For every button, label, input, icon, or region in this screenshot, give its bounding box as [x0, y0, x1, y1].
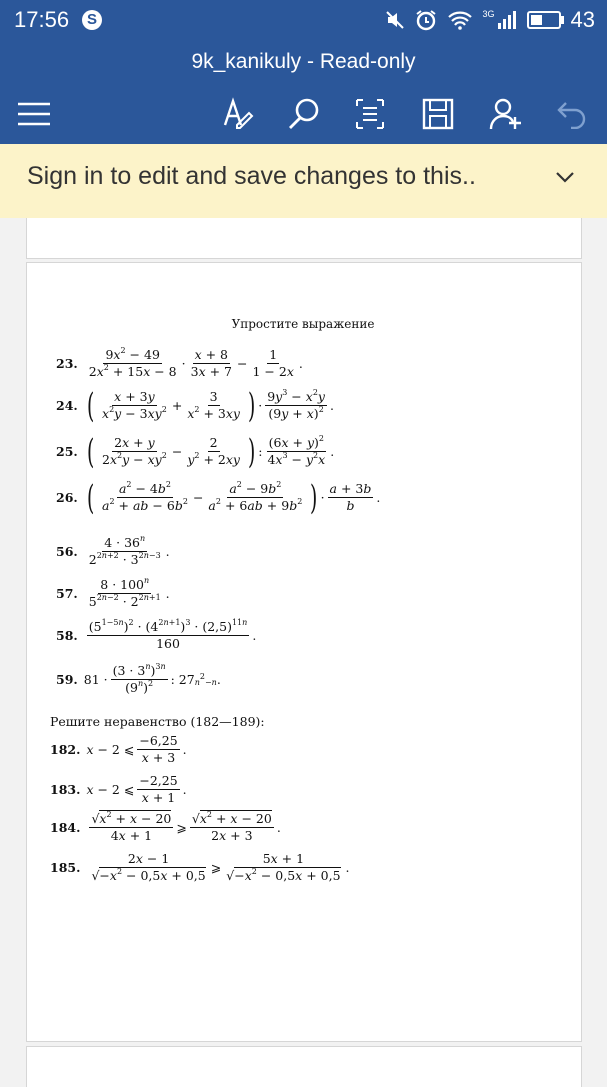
menu-icon[interactable]: [14, 94, 54, 134]
mute-icon: [385, 10, 405, 30]
sign-in-message: Sign in to edit and save changes to this..: [27, 162, 476, 190]
inequality-heading: Решите неравенство (182—189):: [50, 714, 265, 729]
network-type: 3G: [482, 9, 495, 19]
save-icon[interactable]: [418, 94, 458, 134]
section-heading: Упростите выражение: [231, 317, 375, 331]
problem-57: 57. $\frac{8 \cdot 100^n}{5^{2n-2} \cdot 2^{2n+1}}$ .: [56, 576, 170, 609]
share-person-add-icon[interactable]: [486, 94, 526, 134]
previous-page: [26, 218, 582, 259]
problem-59: 59. 81 · $\frac{(3 \cdot 3^n)^{3n}}{(9^n)^2}$ : 27 $n^2-n$ .: [56, 662, 221, 695]
problem-23: 23. $\frac{9x^2 - 49}{2x^2 + 15x - 8}$ · $\frac{x + 8}{3x + 7}$ − $\frac{1}{1 - 2x}$ .: [56, 346, 303, 379]
problem-number: 25.: [56, 444, 78, 459]
signal-icon: [497, 10, 517, 30]
status-icons: [385, 6, 596, 34]
battery-percent: 43: [570, 7, 595, 32]
problem-185: 185. $\frac{2x - 1}{√-x^2 - 0,5x + 0,5}$ ⩾ $\frac{5x + 1}{√-x^2 - 0,5x + 0,5}$ .: [50, 851, 350, 883]
next-page: [26, 1046, 582, 1087]
problem-number: 59.: [56, 672, 78, 687]
problem-number: 23.: [56, 356, 78, 371]
problem-number: 26.: [56, 490, 78, 505]
problem-number: 183.: [50, 782, 81, 797]
skype-notification-icon: S: [82, 10, 102, 30]
undo-icon[interactable]: [552, 94, 592, 134]
problem-183: 183. x − 2 ⩽ $\frac{-2,25}{x + 1}$ .: [50, 773, 187, 805]
chevron-down-icon[interactable]: [555, 170, 575, 189]
problem-number: 58.: [56, 628, 78, 643]
problem-24: 24. ( $\frac{x + 3y}{x^2y - 3xy^2}$ + $\frac{3}{x^2 + 3xy}$ ) · $\frac{9y^3 - x^2y}{(9y + x)^2}$ .: [56, 385, 334, 426]
problem-number: 24.: [56, 398, 78, 413]
problem-25: 25. ( $\frac{2x + y}{2x^2y - xy^2}$ − $\frac{2}{y^2 + 2xy}$ ) : $\frac{(6x + y)^2}{4x^3 - y^2x}$ .: [56, 431, 335, 472]
reading-view-icon[interactable]: [350, 94, 390, 134]
status-time: 17:56: [14, 7, 70, 32]
wifi-icon: [447, 10, 473, 30]
problem-184: 184. $\frac{√x^2 + x - 20}{4x + 1}$ ⩾ $\frac{√x^2 + x - 20}{2x + 3}$ .: [50, 810, 281, 843]
draw-pen-icon[interactable]: [218, 94, 258, 134]
problem-58: 58. $\frac{(5^{1-5n})^2 \cdot (4^{2n+1})^3 \cdot (2,5)^{11n}}{160}$ .: [56, 618, 257, 651]
problem-number: 185.: [50, 860, 81, 875]
problem-182: 182. x − 2 ⩽ $\frac{-6,25}{x + 3}$ .: [50, 733, 187, 765]
problem-number: 182.: [50, 742, 81, 757]
problem-26: 26. ( $\frac{a^2 - 4b^2}{a^2 + ab - 6b^2}$ − $\frac{a^2 - 9b^2}{a^2 + 6ab + 9b^2}$ ) · $\frac{a + 3b}{b}$ .: [56, 477, 381, 518]
problem-56: 56. $\frac{4 \cdot 36^n}{2^{2n+2} \cdot 3^{2n-3}}$ .: [56, 534, 170, 567]
battery-icon: [527, 11, 561, 29]
toolbar: [0, 86, 607, 144]
status-bar: [0, 0, 607, 40]
search-icon[interactable]: [284, 94, 324, 134]
document-content: [26, 262, 580, 1040]
problem-number: 56.: [56, 544, 78, 559]
problem-number: 57.: [56, 586, 78, 601]
alarm-icon: [415, 9, 437, 31]
problem-number: 184.: [50, 820, 81, 835]
document-title: 9k_kanikuly - Read-only: [0, 40, 607, 86]
sign-in-banner[interactable]: [0, 144, 607, 218]
